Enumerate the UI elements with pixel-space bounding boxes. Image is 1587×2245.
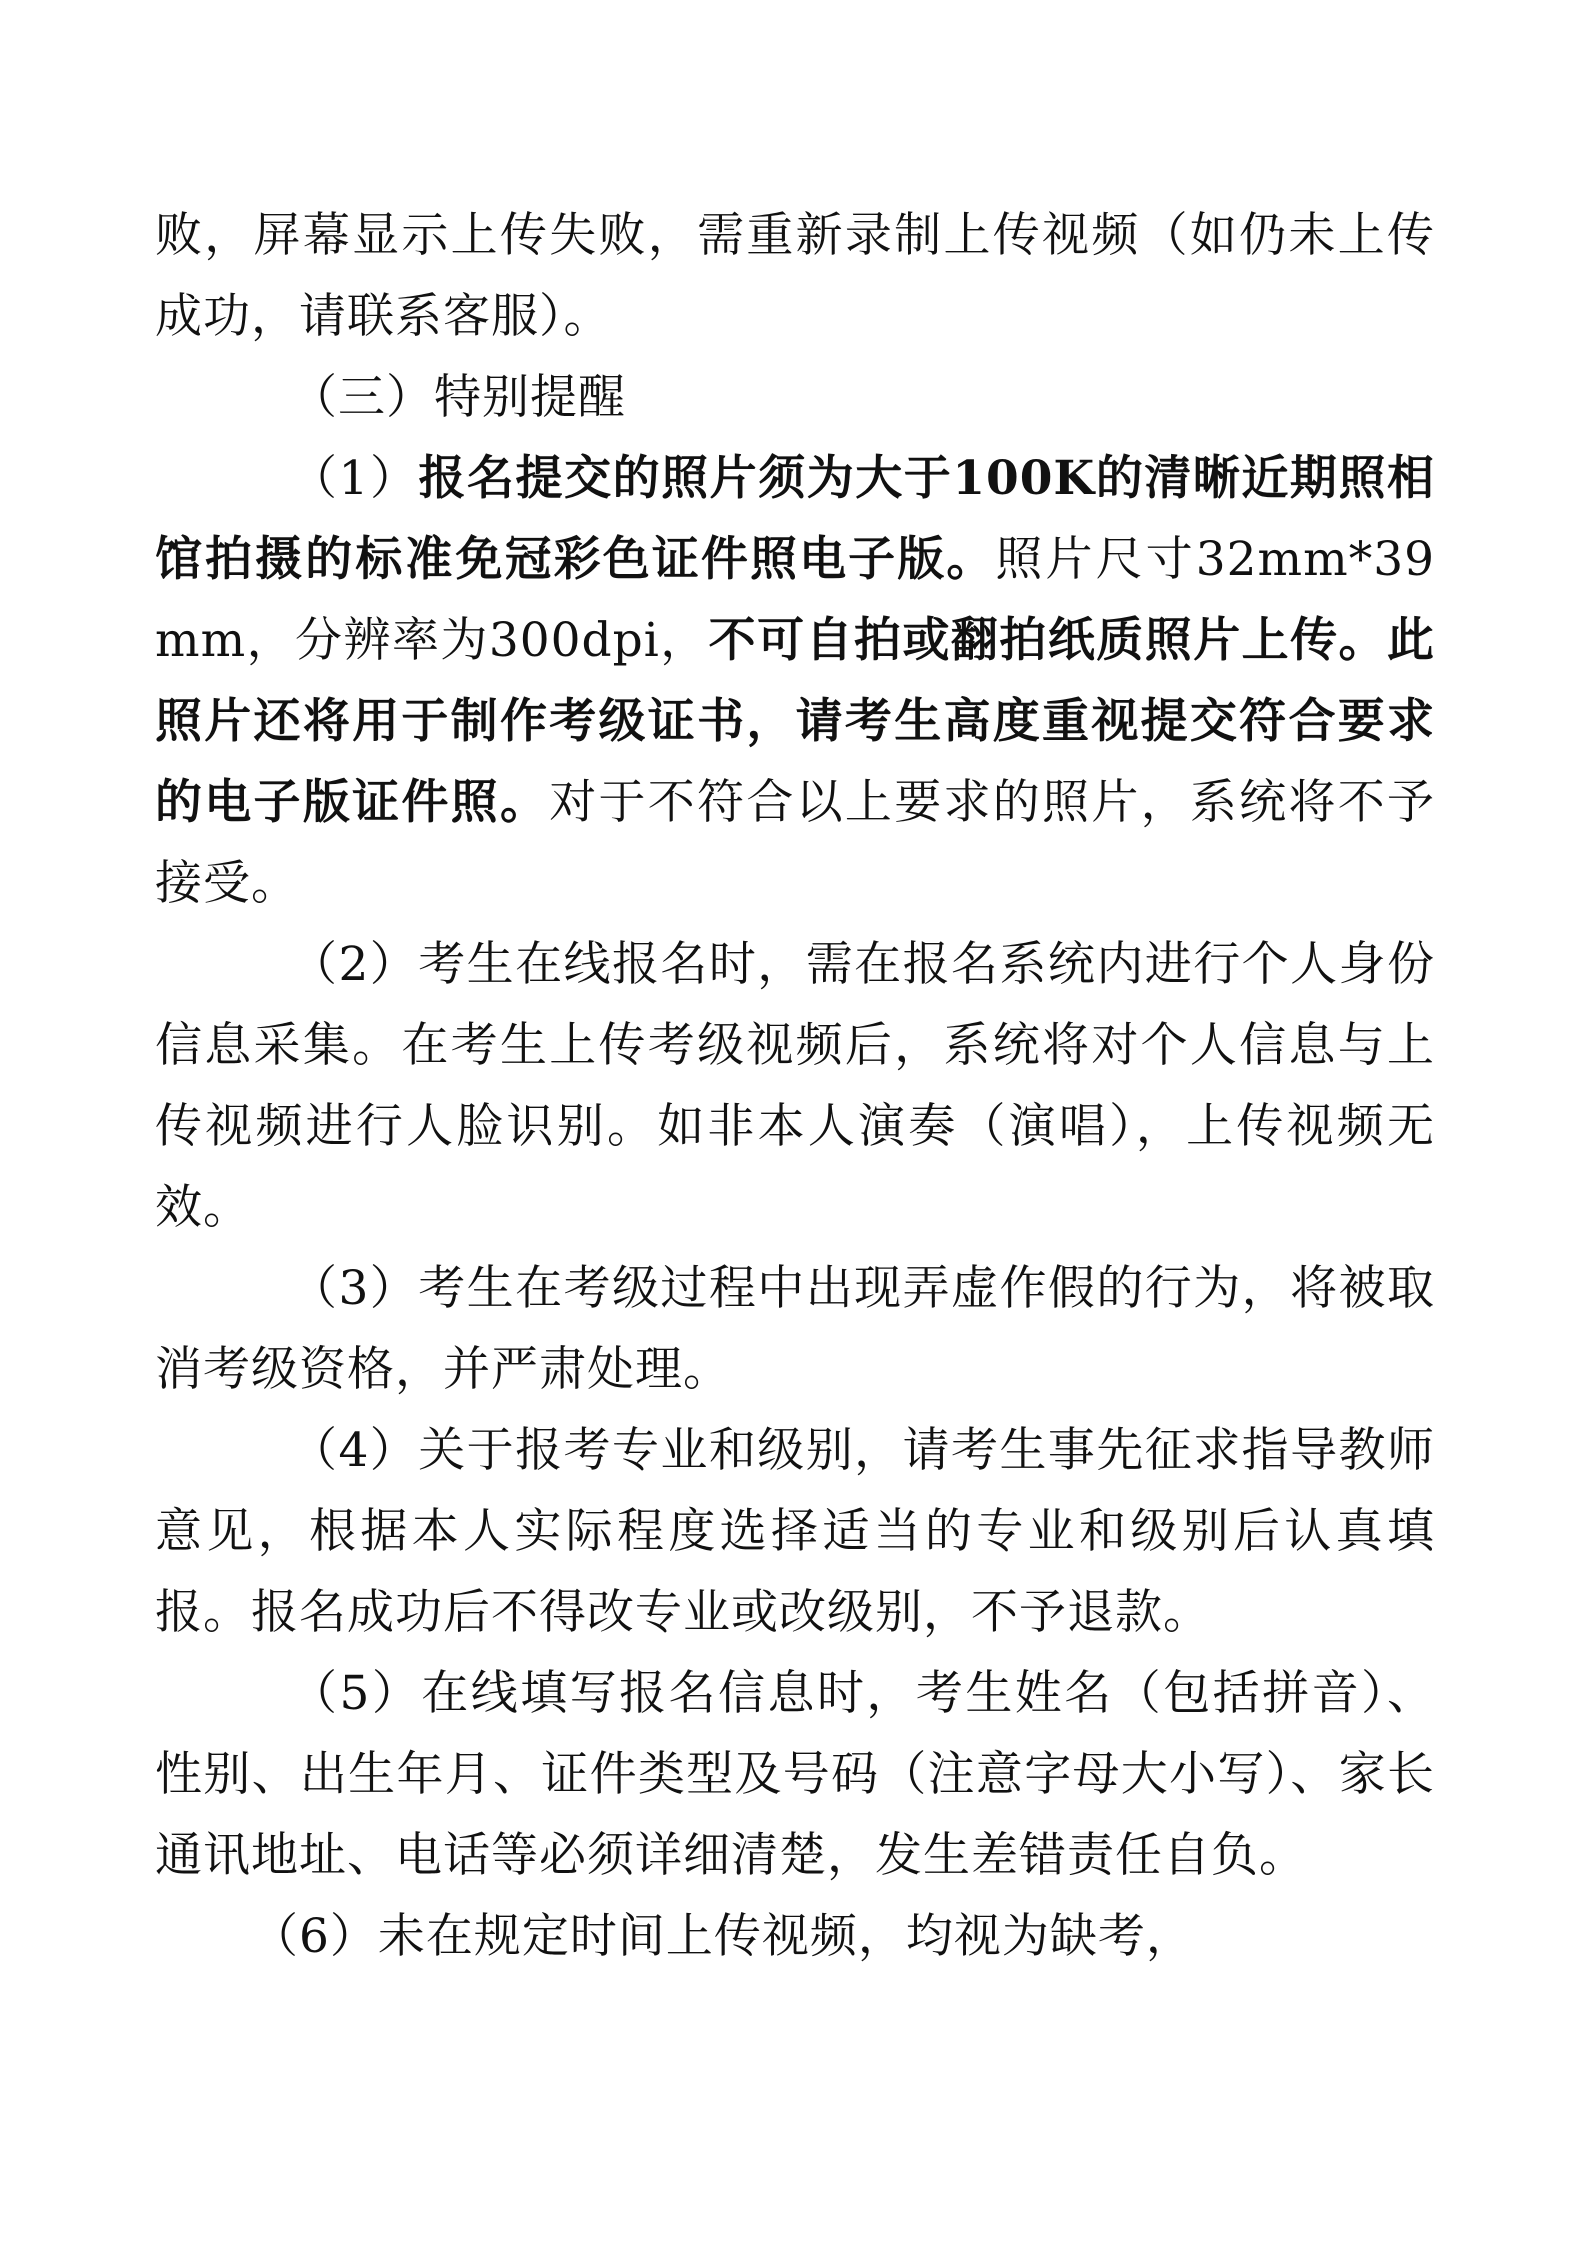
reminder-item-2: （2）考生在线报名时，需在报名系统内进行个人身份信息采集。在考生上传考级视频后，系统将对个人信息与上传视频进行人脸识别。如非本人演奏（演唱），上传视频无效。 [155, 937, 1435, 1235]
paragraph-continuation: 败，屏幕显示上传失败，需重新录制上传视频（如仍未上传成功，请联系客服）。 [155, 208, 1435, 344]
item1-bold-requirement: 报名提交的照片须为大于100K的清晰近期照相馆拍摄的标准 [155, 451, 1435, 587]
reminder-item-1 [155, 438, 1435, 924]
item1-lead: （1） [290, 451, 419, 506]
document-page [155, 195, 1435, 1977]
reminder-item-6: （6）未在规定时间上传视频，均视为缺考， [251, 1909, 1194, 1964]
reminder-item-4: （4）关于报考专业和级别，请考生事先征求指导教师意见，根据本人实际程度选择适当的专业和级别后认真填报。报名成功后不得改专业或改级别，不予退款。 [155, 1423, 1435, 1640]
reminder-item-3: （3）考生在考级过程中出现弄虚作假的行为，将被取消考级资格，并严肃处理。 [155, 1261, 1435, 1397]
item1-photo-size: 照片尺寸32mm*39mm，分辨率为300dpi， [155, 532, 1436, 668]
item1-heavy-emphasis: 免冠彩色证件照电子版。 [455, 532, 996, 587]
reminder-item-5: （5）在线填写报名信息时，考生姓名（包括拼音）、性别、出生年月、证件类型及号码（注意字母大小写）、家长通讯地址、电话等必须详细清楚，发生差错责任自负。 [155, 1666, 1435, 1883]
section-heading: （三）特别提醒 [290, 370, 626, 425]
item1-closing: 对于不符合以上要求的照片，系统将不予接受。 [155, 775, 1436, 911]
item1-bold-warning: 不可自拍或翻拍纸质照片上传。此照片还将用于制作考级证书，请考生高度重视提交符合要求的电子版证件照。 [155, 613, 1435, 830]
